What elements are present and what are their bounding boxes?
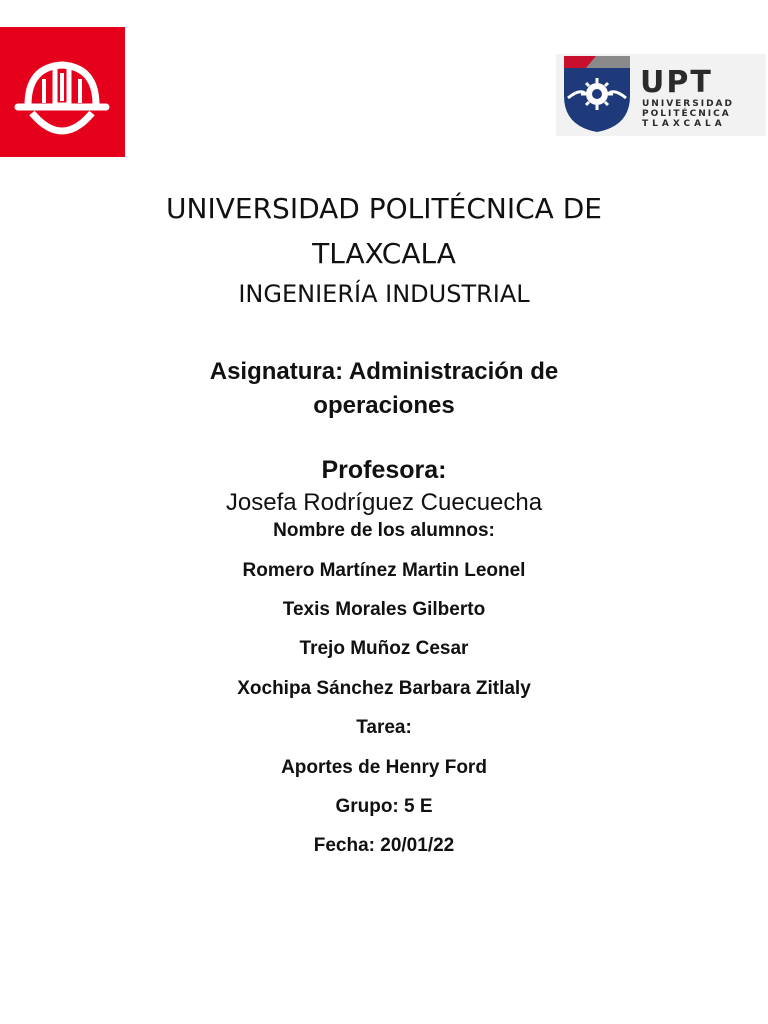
group: Grupo: 5 E [335,796,433,817]
upt-line-3: TLAXCALA [642,119,726,129]
students-label: Nombre de los alumnos: [273,520,495,541]
student-name-2: Texis Morales Gilberto [282,599,486,620]
upt-line-1: UNIVERSIDAD [642,99,734,109]
left-logo [0,27,125,157]
subject [0,355,768,423]
hard-hat-icon [0,27,125,157]
task-label: Tarea: [356,717,412,738]
subject-line-1: Asignatura: Administración de [209,358,559,385]
subject-line-2: operaciones [313,392,455,419]
university-line-2: TLAXCALA [312,237,456,270]
date: Fecha: 20/01/22 [313,835,455,856]
task-title: Aportes de Henry Ford [281,757,487,778]
student-name-3: Trejo Muñoz Cesar [299,638,469,659]
student-name-4: Xochipa Sánchez Barbara Zitlaly [237,678,531,699]
upt-abbrev: UPT [640,65,713,100]
university-title [0,186,768,276]
professor-label: Profesora: [321,456,447,484]
upt-gear-icon [564,56,630,132]
upt-line-2: POLITÉCNICA [642,109,731,119]
student-name-1: Romero Martínez Martin Leonel [242,560,526,581]
university-line-1: UNIVERSIDAD POLITÉCNICA DE [166,192,602,225]
career-title: INGENIERÍA INDUSTRIAL [238,280,530,308]
upt-logo [556,54,766,136]
professor-name: Josefa Rodríguez Cuecuecha [225,489,543,516]
